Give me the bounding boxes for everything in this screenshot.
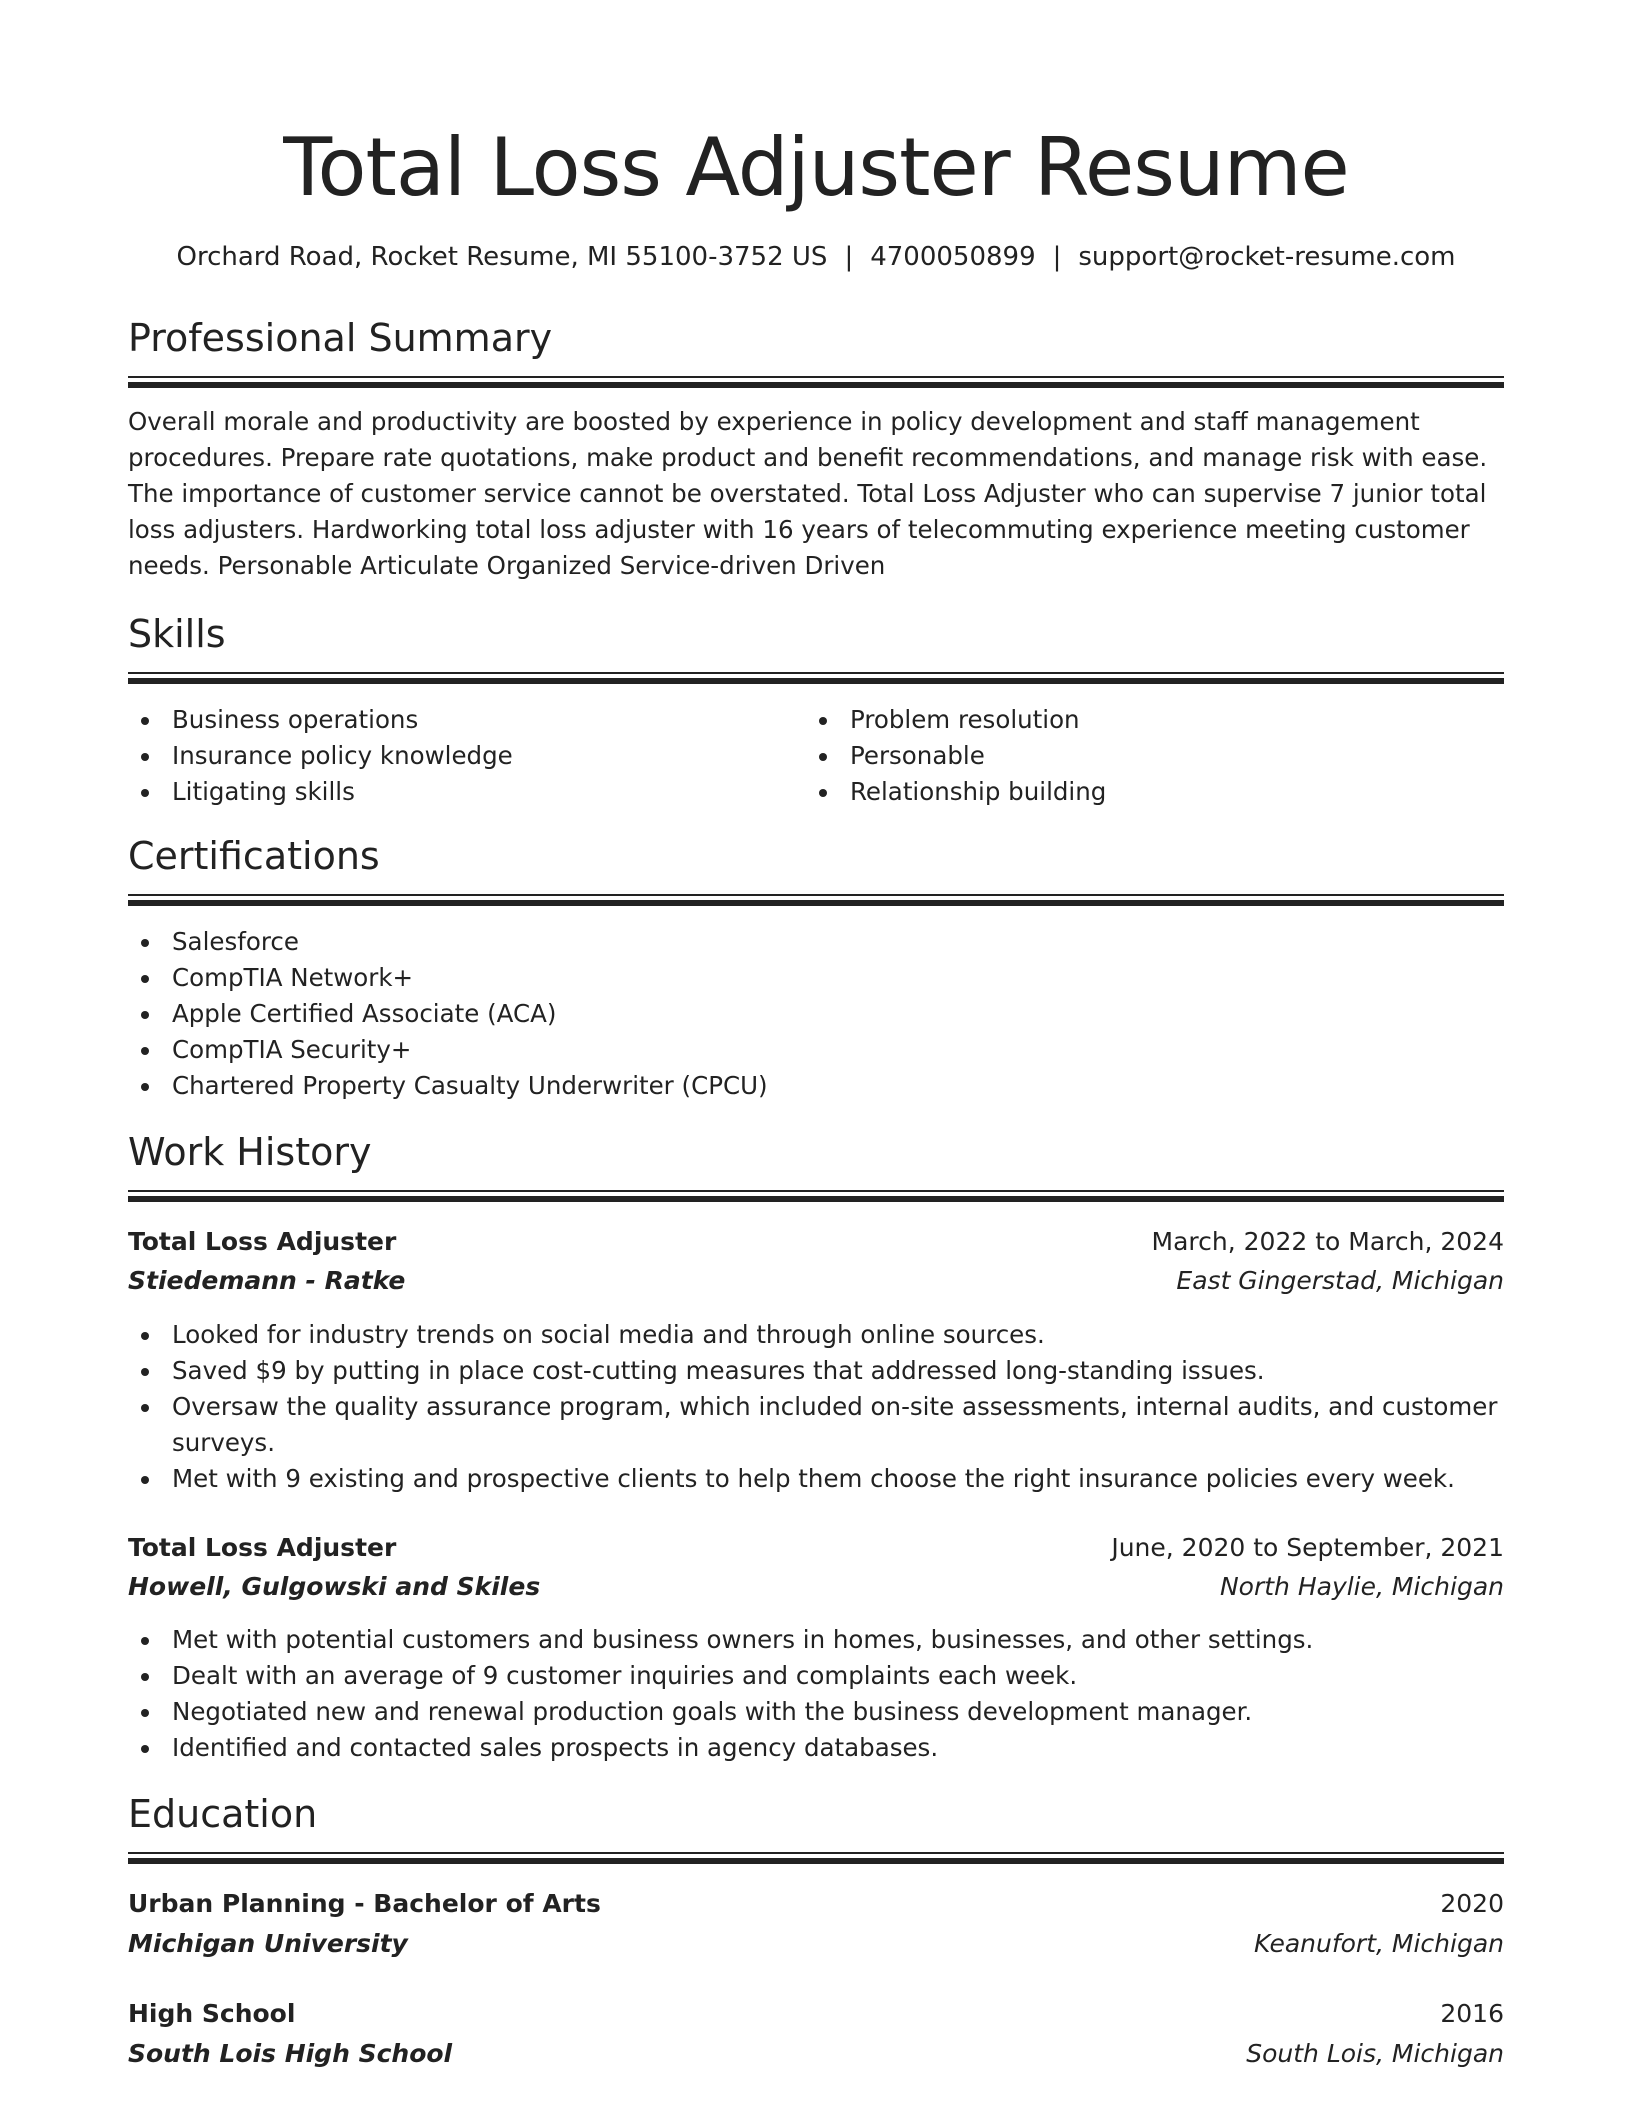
job-bullet: Identified and contacted sales prospects in agency databases.: [128, 1730, 1504, 1766]
job-subheader: [128, 1262, 1504, 1300]
education-location: Keanufort, Michigan: [1253, 1929, 1504, 1958]
job-location: East Gingerstad, Michigan: [1176, 1266, 1504, 1295]
section-divider: [128, 678, 1504, 684]
certifications-list: [128, 924, 1504, 1104]
certification-item: CompTIA Security+: [128, 1032, 1504, 1068]
education-school: South Lois High School: [128, 2039, 453, 2068]
skill-item: Insurance policy knowledge: [128, 738, 788, 774]
education-degree: High School: [128, 1999, 296, 2028]
education-school: Michigan University: [128, 1929, 408, 1958]
job-location: North Haylie, Michigan: [1219, 1572, 1504, 1601]
certification-item: Apple Certified Associate (ACA): [128, 996, 1504, 1032]
section-divider: [128, 382, 1504, 388]
education-header: [128, 1995, 1504, 2033]
education-subheader: [128, 1925, 1504, 1963]
contact-email: support@rocket-resume.com: [1078, 242, 1456, 272]
section-divider: [128, 1196, 1504, 1202]
contact-separator: |: [1052, 242, 1062, 272]
skill-item: Business operations: [128, 702, 788, 738]
job-bullets: [128, 1622, 1504, 1766]
job-bullet: Met with potential customers and business owners in homes, businesses, and other settings.: [128, 1622, 1504, 1658]
section-divider: [128, 894, 1504, 896]
section-divider: [128, 1190, 1504, 1192]
job-bullet: Negotiated new and renewal production goals with the business development manager.: [128, 1694, 1504, 1730]
education-year: 2016: [1440, 1999, 1504, 2028]
job-role: Total Loss Adjuster: [128, 1227, 397, 1256]
job-header: [128, 1529, 1504, 1567]
job-bullet: Saved $9 by putting in place cost-cutting measures that addressed long-standing issues.: [128, 1353, 1504, 1389]
job-bullet: Dealt with an average of 9 customer inquiries and complaints each week.: [128, 1658, 1504, 1694]
skills-list-right: [806, 702, 1504, 810]
section-divider: [128, 672, 1504, 674]
job-role: Total Loss Adjuster: [128, 1533, 397, 1562]
job-dates: June, 2020 to September, 2021: [1111, 1533, 1504, 1562]
contact-phone: 4700050899: [870, 242, 1036, 272]
education-degree: Urban Planning - Bachelor of Arts: [128, 1889, 601, 1918]
section-title: Education: [128, 1792, 318, 1836]
section-divider: [128, 1858, 1504, 1864]
contact-separator: |: [844, 242, 854, 272]
job-company: Howell, Gulgowski and Skiles: [128, 1572, 541, 1601]
job-subheader: [128, 1568, 1504, 1606]
summary-text: Overall morale and productivity are boosted by experience in policy development and staff management procedures. Prepare rate quotations, make product and benefit recommendations, and manage risk with ease. The importance of customer service cannot be overstated. Total Loss Adjuster who can supervise 7 junior total loss adjusters. Hardworking total loss adjuster with 16 years of telecommuting experience meeting customer needs. Personable Articulate Organized Service-driven Driven: [128, 407, 1488, 580]
skill-item: Personable: [806, 738, 1504, 774]
contact-line: [0, 239, 1632, 275]
certification-item: CompTIA Network+: [128, 960, 1504, 996]
section-title: Work History: [128, 1130, 372, 1174]
education-year: 2020: [1440, 1889, 1504, 1918]
job-bullet: Oversaw the quality assurance program, which included on-site assessments, internal audits, and customer surveys.: [128, 1389, 1504, 1461]
section-divider: [128, 1852, 1504, 1854]
education-subheader: [128, 2035, 1504, 2073]
education-header: [128, 1885, 1504, 1923]
resume-title: Total Loss Adjuster Resume: [283, 121, 1349, 214]
job-header: [128, 1223, 1504, 1261]
job-bullet: Looked for industry trends on social media and through online sources.: [128, 1317, 1504, 1353]
section-title: Certifications: [128, 834, 380, 878]
contact-address: Orchard Road, Rocket Resume, MI 55100-3752 US: [176, 242, 828, 272]
section-divider: [128, 900, 1504, 906]
certification-item: Chartered Property Casualty Underwriter (CPCU): [128, 1068, 1504, 1104]
section-title: Professional Summary: [128, 316, 553, 360]
job-dates: March, 2022 to March, 2024: [1151, 1227, 1504, 1256]
job-company: Stiedemann - Ratke: [128, 1266, 406, 1295]
skill-item: Relationship building: [806, 774, 1504, 810]
education-location: South Lois, Michigan: [1246, 2039, 1504, 2068]
section-divider: [128, 376, 1504, 378]
certification-item: Salesforce: [128, 924, 1504, 960]
job-bullet: Met with 9 existing and prospective clients to help them choose the right insurance policies every week.: [128, 1461, 1504, 1497]
skill-item: Litigating skills: [128, 774, 788, 810]
skills-list-left: [128, 702, 788, 810]
skill-item: Problem resolution: [806, 702, 1504, 738]
job-bullets: [128, 1317, 1504, 1497]
section-title: Skills: [128, 612, 226, 656]
